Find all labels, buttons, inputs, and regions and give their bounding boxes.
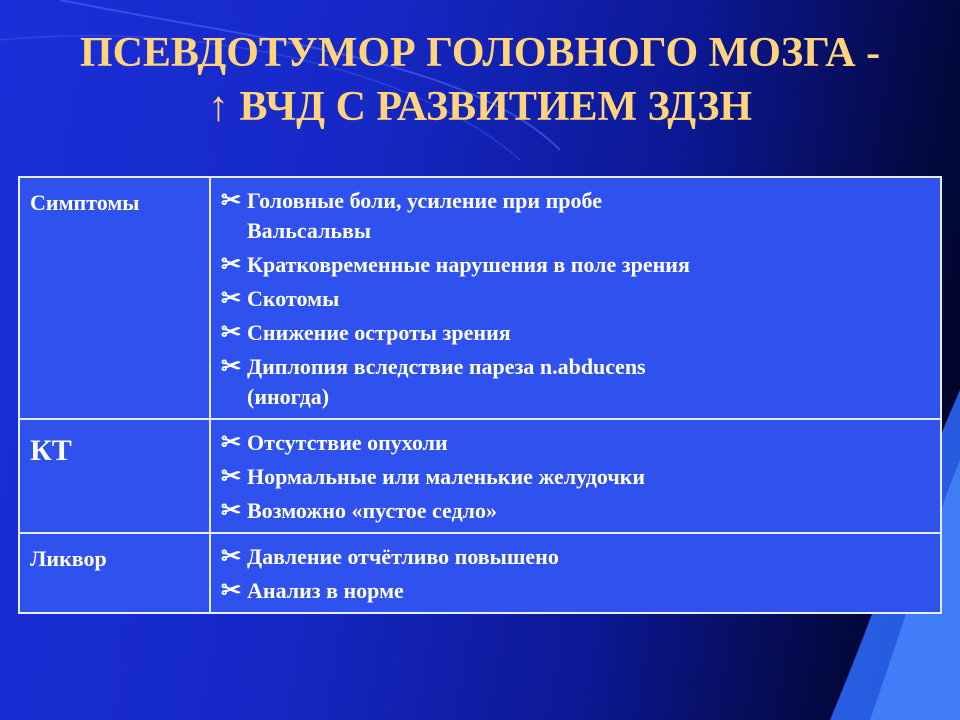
table-row-symptoms xyxy=(19,177,941,419)
row-label-ct: КТ xyxy=(19,419,210,533)
scissors-icon: ✂ xyxy=(221,464,242,490)
list-item: ✂ Нормальные или маленькие желудочки xyxy=(221,464,646,490)
scissors-icon: ✂ xyxy=(221,320,242,346)
title-line-1: ПСЕВДОТУМОР ГОЛОВНОГО МОЗГА - xyxy=(79,30,881,76)
list-item: ✂ Давление отчётливо повышено xyxy=(221,544,559,570)
row-content-ct xyxy=(210,419,941,533)
list-item: ✂ Анализ в норме xyxy=(221,578,404,604)
slide-title xyxy=(0,26,960,134)
scissors-icon: ✂ xyxy=(221,430,242,456)
scissors-icon: ✂ xyxy=(221,544,242,570)
row-label-symptoms: Симптомы xyxy=(19,177,210,419)
list-item: ✂ Скотомы xyxy=(221,286,340,312)
row-content-symptoms xyxy=(210,177,941,419)
list-item: ✂ Возможно «пустое седло» xyxy=(221,498,498,524)
list-item: ✂ Кратковременные нарушения в поле зрения xyxy=(221,252,690,278)
info-table xyxy=(18,176,942,614)
row-content-csf xyxy=(210,533,941,613)
scissors-icon: ✂ xyxy=(221,578,242,604)
scissors-icon: ✂ xyxy=(221,188,242,214)
title-line-2: ↑ ВЧД С РАЗВИТИЕМ ЗДЗН xyxy=(207,84,753,130)
scissors-icon: ✂ xyxy=(221,354,242,380)
table-row-ct xyxy=(19,419,941,533)
scissors-icon: ✂ xyxy=(221,286,242,312)
scissors-icon: ✂ xyxy=(221,498,242,524)
list-item: ✂ Снижение остроты зрения xyxy=(221,320,511,346)
list-item: ✂ Диплопия вследствие пареза n.abducens (иногда) xyxy=(221,354,646,409)
scissors-icon: ✂ xyxy=(221,252,242,278)
list-item: ✂ Головные боли, усиление при пробе Вальсальвы xyxy=(221,188,602,243)
table-row-csf xyxy=(19,533,941,613)
row-label-csf: Ликвор xyxy=(19,533,210,613)
list-item: ✂ Отсутствие опухоли xyxy=(221,430,448,456)
